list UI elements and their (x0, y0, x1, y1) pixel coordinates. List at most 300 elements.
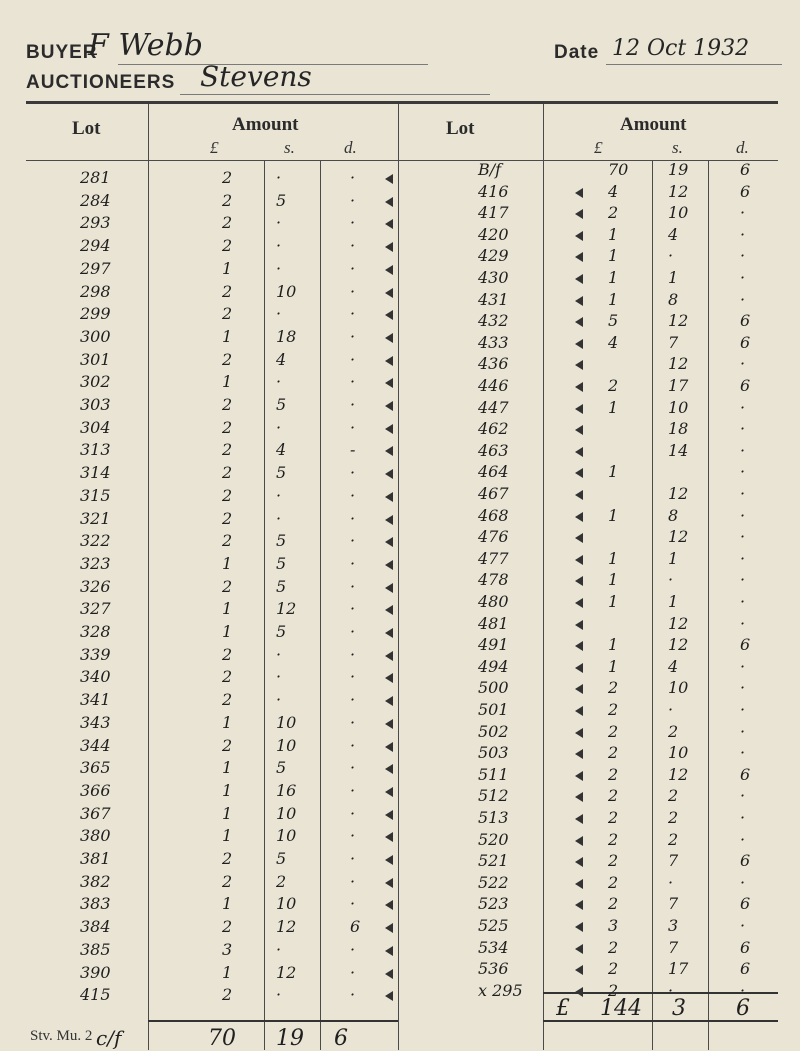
checkmark-icon (575, 360, 583, 370)
left-amount-shillings: 5 (276, 554, 287, 573)
left-amount-pence: · (350, 894, 356, 913)
left-lot-number: 344 (80, 736, 111, 755)
right-lot-number: 416 (478, 182, 509, 201)
left-amount-pence: · (350, 804, 356, 823)
right-amount-pence: · (740, 916, 746, 935)
right-lot-number: 525 (478, 916, 509, 935)
right-total-pounds: 144 (600, 996, 642, 1021)
left-amount-pounds: 1 (222, 622, 233, 641)
shillings-heading-left: s. (284, 138, 295, 157)
right-amount-pounds: 1 (608, 506, 619, 525)
left-amount-shillings: 5 (276, 531, 287, 550)
right-amount-pence: · (740, 462, 746, 481)
left-total-lot: c/f (96, 1026, 122, 1050)
right-amount-shillings: 7 (668, 938, 679, 957)
left-amount-pence: · (350, 304, 356, 323)
checkmark-icon (385, 560, 393, 570)
right-amount-pounds: 70 (608, 160, 629, 179)
right-total-shillings: 3 (672, 996, 686, 1021)
amount-heading-left: Amount (232, 114, 299, 135)
left-amount-pounds: 2 (222, 213, 233, 232)
right-lot-number: 420 (478, 225, 509, 244)
rule-left-pence (320, 160, 321, 1050)
right-amount-shillings: 10 (668, 398, 689, 417)
right-lot-number: 500 (478, 678, 509, 697)
left-amount-pounds: 2 (222, 509, 233, 528)
checkmark-icon (385, 515, 393, 525)
left-amount-pence: · (350, 849, 356, 868)
right-lot-number: 462 (478, 419, 509, 438)
left-amount-shillings: · (276, 168, 282, 187)
right-total-pence: 6 (736, 996, 750, 1021)
left-amount-pounds: 2 (222, 168, 233, 187)
left-amount-shillings: 5 (276, 463, 287, 482)
left-amount-shillings: 5 (276, 758, 287, 777)
right-amount-pounds: 1 (608, 268, 619, 287)
left-amount-pounds: 1 (222, 554, 233, 573)
checkmark-icon (385, 628, 393, 638)
left-amount-pounds: 1 (222, 758, 233, 777)
right-lot-number: 522 (478, 873, 509, 892)
right-lot-number: 501 (478, 700, 509, 719)
checkmark-icon (575, 706, 583, 716)
left-amount-shillings: · (276, 304, 282, 323)
left-amount-shillings: 5 (276, 622, 287, 641)
left-amount-shillings: · (276, 372, 282, 391)
right-amount-shillings: · (668, 700, 674, 719)
right-amount-shillings: 1 (668, 549, 679, 568)
right-amount-shillings: 7 (668, 894, 679, 913)
checkmark-icon (575, 900, 583, 910)
right-amount-pence: · (740, 657, 746, 676)
checkmark-icon (385, 969, 393, 979)
right-amount-shillings: 10 (668, 203, 689, 222)
checkmark-icon (385, 764, 393, 774)
rule-left-shillings (264, 160, 265, 1050)
left-amount-pence: · (350, 463, 356, 482)
left-amount-pence: · (350, 236, 356, 255)
lot-heading-left: Lot (72, 118, 101, 139)
right-amount-shillings: 7 (668, 333, 679, 352)
right-lot-number: 464 (478, 462, 509, 481)
checkmark-icon (575, 382, 583, 392)
right-amount-pence: · (740, 743, 746, 762)
right-amount-shillings: 19 (668, 160, 689, 179)
left-amount-pounds: 2 (222, 440, 233, 459)
left-amount-pence: · (350, 213, 356, 232)
left-amount-pence: · (350, 509, 356, 528)
right-amount-pounds: 2 (608, 722, 619, 741)
right-amount-shillings: 7 (668, 851, 679, 870)
right-amount-pounds: 5 (608, 311, 619, 330)
right-lot-number: 468 (478, 506, 509, 525)
right-lot-number: B/f (478, 160, 502, 179)
left-amount-shillings: · (276, 940, 282, 959)
left-lot-number: 314 (80, 463, 111, 482)
checkmark-icon (385, 424, 393, 434)
date-label: Date (554, 42, 600, 63)
right-amount-pence: 6 (740, 959, 751, 978)
left-amount-pence: · (350, 713, 356, 732)
left-amount-pence: · (350, 395, 356, 414)
right-amount-pence: · (740, 441, 746, 460)
left-amount-pence: · (350, 282, 356, 301)
date-value: 12 Oct 1932 (612, 36, 750, 61)
checkmark-icon (575, 749, 583, 759)
checkmark-icon (575, 641, 583, 651)
right-amount-pence: 6 (740, 851, 751, 870)
right-amount-pence: · (740, 419, 746, 438)
left-lot-number: 383 (80, 894, 111, 913)
left-amount-shillings: 10 (276, 826, 297, 845)
right-amount-shillings: 12 (668, 527, 689, 546)
left-amount-pounds: 2 (222, 350, 233, 369)
left-amount-shillings: · (276, 667, 282, 686)
right-amount-pounds: 1 (608, 290, 619, 309)
right-amount-shillings: 12 (668, 354, 689, 373)
left-amount-pounds: 1 (222, 826, 233, 845)
left-amount-pounds: 3 (222, 940, 233, 959)
left-lot-number: 298 (80, 282, 111, 301)
left-lot-number: 328 (80, 622, 111, 641)
right-amount-pounds: 2 (608, 786, 619, 805)
right-amount-pounds: 1 (608, 462, 619, 481)
right-amount-pence: · (740, 678, 746, 697)
right-amount-pounds: 2 (608, 894, 619, 913)
checkmark-icon (575, 598, 583, 608)
right-lot-number: x 295 (478, 981, 523, 1000)
right-amount-shillings: 2 (668, 808, 679, 827)
left-amount-pounds: 2 (222, 304, 233, 323)
right-lot-number: 478 (478, 570, 509, 589)
checkmark-icon (385, 219, 393, 229)
left-amount-pounds: 2 (222, 917, 233, 936)
left-amount-pounds: 2 (222, 577, 233, 596)
checkmark-icon (385, 651, 393, 661)
left-amount-pence: · (350, 690, 356, 709)
buyer-value: F Webb (88, 28, 203, 63)
right-amount-shillings: · (668, 981, 674, 1000)
left-amount-pence: · (350, 554, 356, 573)
left-amount-shillings: 5 (276, 849, 287, 868)
left-amount-pence: · (350, 963, 356, 982)
left-amount-pounds: 2 (222, 736, 233, 755)
left-amount-pounds: 2 (222, 849, 233, 868)
left-amount-shillings: 5 (276, 577, 287, 596)
pounds-heading-left: £ (210, 138, 219, 157)
right-amount-pounds: 1 (608, 246, 619, 265)
checkmark-icon (575, 620, 583, 630)
right-amount-pence: · (740, 549, 746, 568)
right-amount-shillings: 10 (668, 743, 689, 762)
buyer-label: BUYER (26, 42, 98, 63)
left-lot-number: 323 (80, 554, 111, 573)
right-amount-pounds: 1 (608, 592, 619, 611)
left-amount-pounds: 1 (222, 259, 233, 278)
right-amount-shillings: 8 (668, 506, 679, 525)
left-amount-pounds: 2 (222, 872, 233, 891)
right-amount-pence: 6 (740, 311, 751, 330)
right-amount-pounds: 1 (608, 635, 619, 654)
left-amount-pence: · (350, 372, 356, 391)
left-amount-shillings: 10 (276, 894, 297, 913)
checkmark-icon (385, 242, 393, 252)
rule-right-pence (708, 160, 709, 1050)
right-amount-shillings: 4 (668, 225, 679, 244)
left-amount-pounds: 1 (222, 372, 233, 391)
checkmark-icon (575, 944, 583, 954)
left-amount-pence: · (350, 259, 356, 278)
left-amount-pounds: 1 (222, 894, 233, 913)
left-amount-pounds: 2 (222, 645, 233, 664)
checkmark-icon (575, 512, 583, 522)
right-amount-shillings: 18 (668, 419, 689, 438)
left-lot-number: 327 (80, 599, 111, 618)
right-lot-number: 480 (478, 592, 509, 611)
left-amount-pounds: 1 (222, 599, 233, 618)
right-amount-pence: 6 (740, 765, 751, 784)
right-amount-pence: · (740, 354, 746, 373)
left-lot-number: 341 (80, 690, 111, 709)
right-lot-number: 477 (478, 549, 509, 568)
pounds-heading-right: £ (594, 138, 603, 157)
right-amount-shillings: 1 (668, 592, 679, 611)
checkmark-icon (575, 922, 583, 932)
right-amount-pence: 6 (740, 160, 751, 179)
checkmark-icon (385, 605, 393, 615)
left-lot-number: 304 (80, 418, 111, 437)
right-amount-shillings: 2 (668, 722, 679, 741)
left-lot-number: 293 (80, 213, 111, 232)
left-lot-number: 284 (80, 191, 111, 210)
left-amount-shillings: · (276, 486, 282, 505)
left-lot-number: 281 (80, 168, 111, 187)
right-amount-pence: · (740, 268, 746, 287)
right-amount-pounds: 2 (608, 743, 619, 762)
lot-heading-right: Lot (446, 118, 475, 139)
checkmark-icon (385, 673, 393, 683)
right-lot-number: 431 (478, 290, 509, 309)
right-amount-shillings: 4 (668, 657, 679, 676)
left-amount-pence: · (350, 486, 356, 505)
right-amount-pence: · (740, 398, 746, 417)
checkmark-icon (385, 719, 393, 729)
left-amount-pounds: 2 (222, 418, 233, 437)
left-amount-pence: · (350, 940, 356, 959)
right-amount-shillings: 12 (668, 311, 689, 330)
left-amount-pence: · (350, 327, 356, 346)
left-lot-number: 343 (80, 713, 111, 732)
right-amount-pence: 6 (740, 938, 751, 957)
left-amount-pence: · (350, 577, 356, 596)
checkmark-icon (575, 792, 583, 802)
checkmark-icon (385, 878, 393, 888)
right-amount-shillings: 12 (668, 484, 689, 503)
right-amount-pence: · (740, 246, 746, 265)
checkmark-icon (575, 879, 583, 889)
right-amount-shillings: 12 (668, 614, 689, 633)
left-total-pounds: 70 (208, 1026, 236, 1051)
right-amount-pounds: 2 (608, 808, 619, 827)
left-amount-shillings: · (276, 690, 282, 709)
left-amount-shillings: 12 (276, 599, 297, 618)
left-amount-pence: · (350, 826, 356, 845)
left-lot-number: 384 (80, 917, 111, 936)
right-amount-pence: 6 (740, 635, 751, 654)
left-amount-pence: 6 (350, 917, 361, 936)
checkmark-icon (575, 684, 583, 694)
checkmark-icon (575, 447, 583, 457)
pence-heading-right: d. (736, 138, 749, 157)
right-amount-shillings: 8 (668, 290, 679, 309)
right-amount-pence: 6 (740, 182, 751, 201)
right-amount-pence: · (740, 203, 746, 222)
checkmark-icon (575, 231, 583, 241)
right-amount-pounds: 2 (608, 700, 619, 719)
left-amount-shillings: · (276, 645, 282, 664)
left-lot-number: 326 (80, 577, 111, 596)
checkmark-icon (385, 333, 393, 343)
checkmark-icon (385, 696, 393, 706)
right-lot-number: 513 (478, 808, 509, 827)
left-lot-number: 322 (80, 531, 111, 550)
header-rule (26, 101, 778, 104)
right-amount-pounds: 2 (608, 851, 619, 870)
right-lot-number: 417 (478, 203, 509, 222)
left-lot-number: 382 (80, 872, 111, 891)
checkmark-icon (385, 174, 393, 184)
left-amount-shillings: 5 (276, 191, 287, 210)
right-lot-number: 534 (478, 938, 509, 957)
left-lot-number: 415 (80, 985, 111, 1004)
right-amount-shillings: 2 (668, 786, 679, 805)
right-amount-pence: · (740, 700, 746, 719)
right-amount-shillings: 17 (668, 959, 689, 978)
left-amount-shillings: · (276, 259, 282, 278)
checkmark-icon (385, 787, 393, 797)
right-amount-pounds: 3 (608, 916, 619, 935)
right-amount-shillings: 3 (668, 916, 679, 935)
right-lot-number: 491 (478, 635, 509, 654)
right-amount-pence: · (740, 225, 746, 244)
right-amount-pence: · (740, 570, 746, 589)
right-amount-pounds: 2 (608, 203, 619, 222)
right-amount-pounds: 2 (608, 959, 619, 978)
right-lot-number: 536 (478, 959, 509, 978)
right-lot-number: 512 (478, 786, 509, 805)
rule-right-shillings (652, 160, 653, 1050)
right-amount-pence: 6 (740, 333, 751, 352)
checkmark-icon (575, 425, 583, 435)
right-amount-pence: · (740, 484, 746, 503)
checkmark-icon (385, 310, 393, 320)
right-lot-number: 436 (478, 354, 509, 373)
checkmark-icon (385, 197, 393, 207)
left-total-rule (148, 1020, 398, 1022)
right-lot-number: 521 (478, 851, 509, 870)
left-amount-pounds: 1 (222, 963, 233, 982)
right-lot-number: 502 (478, 722, 509, 741)
left-amount-pounds: 2 (222, 395, 233, 414)
right-amount-pounds: 2 (608, 376, 619, 395)
left-lot-number: 299 (80, 304, 111, 323)
checkmark-icon (385, 923, 393, 933)
left-amount-pounds: 2 (222, 191, 233, 210)
right-lot-number: 463 (478, 441, 509, 460)
checkmark-icon (575, 771, 583, 781)
checkmark-icon (385, 810, 393, 820)
left-amount-pounds: 2 (222, 236, 233, 255)
amount-heading-right: Amount (620, 114, 687, 135)
checkmark-icon (385, 855, 393, 865)
right-amount-pence: · (740, 722, 746, 741)
auctioneers-label: AUCTIONEERS (26, 72, 176, 93)
left-lot-number: 294 (80, 236, 111, 255)
right-lot-number: 432 (478, 311, 509, 330)
left-lot-number: 366 (80, 781, 111, 800)
left-total-shillings: 19 (276, 1026, 304, 1051)
checkmark-icon (385, 583, 393, 593)
checkmark-icon (385, 991, 393, 1001)
left-amount-shillings: 2 (276, 872, 287, 891)
left-lot-number: 297 (80, 259, 111, 278)
left-lot-number: 380 (80, 826, 111, 845)
left-lot-number: 302 (80, 372, 111, 391)
left-amount-pence: - (350, 440, 356, 459)
left-amount-pence: · (350, 667, 356, 686)
right-amount-pounds: 1 (608, 549, 619, 568)
left-amount-pounds: 2 (222, 531, 233, 550)
left-amount-shillings: 4 (276, 440, 287, 459)
checkmark-icon (575, 663, 583, 673)
right-amount-pence: · (740, 592, 746, 611)
right-amount-pounds: 2 (608, 765, 619, 784)
left-amount-pounds: 2 (222, 667, 233, 686)
left-lot-number: 385 (80, 940, 111, 959)
checkmark-icon (575, 296, 583, 306)
checkmark-icon (575, 404, 583, 414)
left-amount-pence: · (350, 985, 356, 1004)
checkmark-icon (385, 900, 393, 910)
checkmark-icon (575, 188, 583, 198)
checkmark-icon (385, 401, 393, 411)
heading-underline (26, 160, 778, 161)
right-amount-shillings: 12 (668, 182, 689, 201)
right-amount-pounds: 1 (608, 657, 619, 676)
shillings-heading-right: s. (672, 138, 683, 157)
left-amount-shillings: 10 (276, 713, 297, 732)
checkmark-icon (575, 274, 583, 284)
left-lot-number: 321 (80, 509, 111, 528)
left-amount-shillings: · (276, 509, 282, 528)
right-amount-shillings: 12 (668, 765, 689, 784)
left-amount-pounds: 2 (222, 463, 233, 482)
rule-left-lot (148, 104, 149, 1050)
left-amount-pounds: 2 (222, 282, 233, 301)
right-lot-number: 520 (478, 830, 509, 849)
right-lot-number: 433 (478, 333, 509, 352)
rule-right-lot (543, 104, 544, 1050)
left-amount-pounds: 1 (222, 327, 233, 346)
left-lot-number: 390 (80, 963, 111, 982)
left-lot-number: 301 (80, 350, 111, 369)
left-amount-pence: · (350, 736, 356, 755)
left-amount-shillings: 10 (276, 282, 297, 301)
right-amount-shillings: 14 (668, 441, 689, 460)
right-amount-pounds: 2 (608, 981, 619, 1000)
checkmark-icon (385, 832, 393, 842)
right-amount-pence: · (740, 981, 746, 1000)
